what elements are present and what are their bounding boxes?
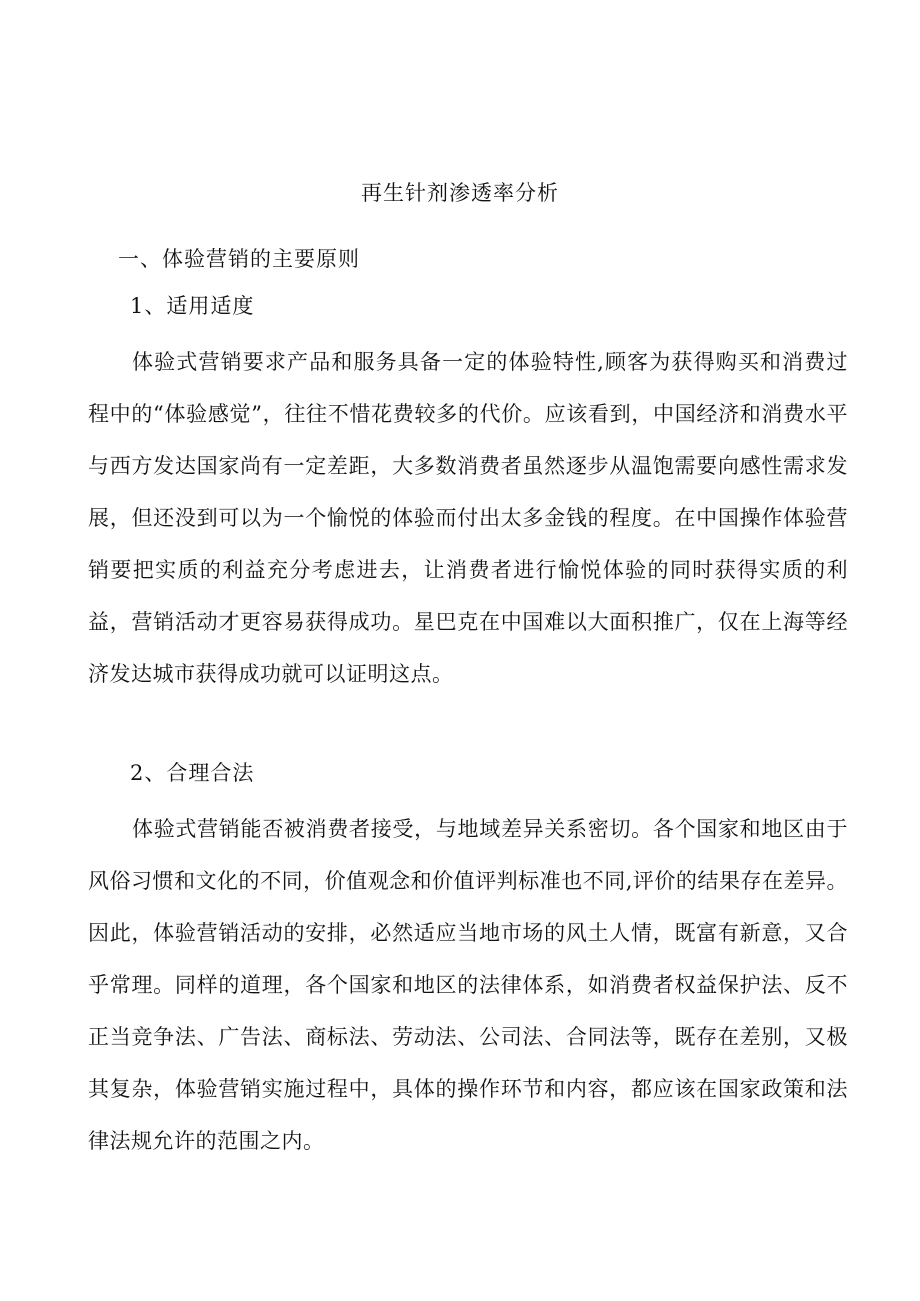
subsection-heading-1: 1、适用适度 — [130, 294, 255, 318]
paragraph-1: 体验式营销要求产品和服务具备一定的体验特性,顾客为获得购买和消费过程中的“体验感觉”，往往不惜花费较多的代价。应该看到，中国经济和消费水平与西方发达国家尚有一定差距，大多数消费者虽然逐步从温饱需要向感性需求发展，但还没到可以为一个愉悦的体验而付出太多金钱的程度。在中国操作体验营销要把实质的利益充分考虑进去，让消费者进行愉悦体验的同时获得实质的利益，营销活动才更容易获得成功。星巴克在中国难以大面积推广，仅在上海等经济发达城市获得成功就可以证明这点。 — [88, 350, 848, 686]
subsection-heading-2: 2、合理合法 — [130, 761, 255, 785]
paragraph-2: 体验式营销能否被消费者接受，与地域差异关系密切。各个国家和地区由于风俗习惯和文化的不同，价值观念和价值评判标准也不同,评价的结果存在差异。因此，体验营销活动的安排，必然适应当地市场的风土人情，既富有新意，又合乎常理。同样的道理，各个国家和地区的法律体系，如消费者权益保护法、反不正当竞争法、广告法、商标法、劳动法、公司法、合同法等，既存在差别，又极其复杂，体验营销实施过程中，具体的操作环节和内容，都应该在国家政策和法律法规允许的范围之内。 — [88, 817, 848, 1153]
document-title: 再生针剂渗透率分析 — [361, 181, 559, 205]
section-heading: 一、体验营销的主要原则 — [118, 247, 360, 271]
